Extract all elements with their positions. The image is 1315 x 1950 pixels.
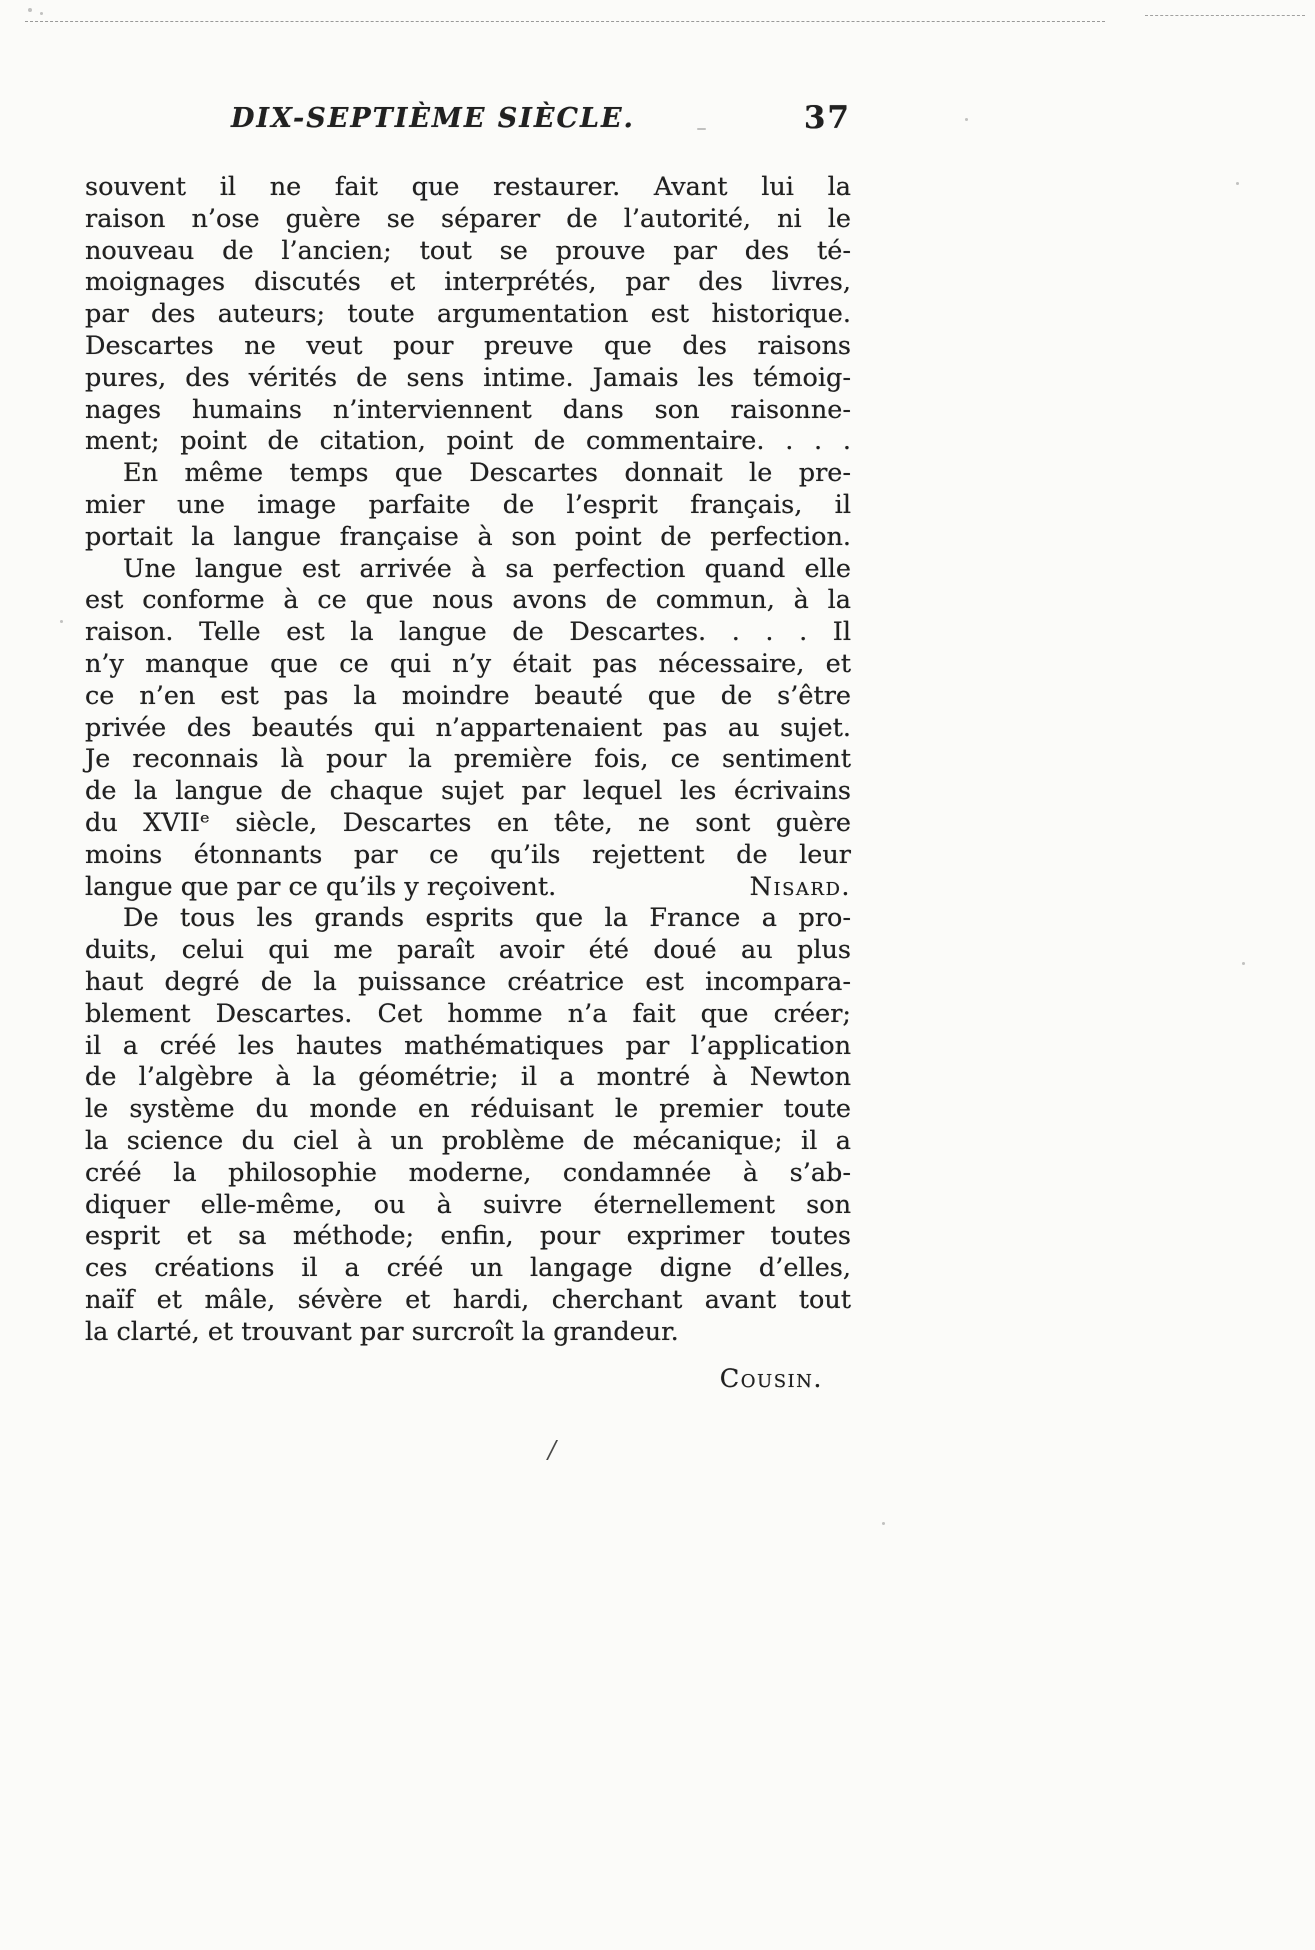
text-line: souvent il ne fait que restaurer. Avant lui la bbox=[85, 172, 851, 202]
text-line: ce n’en est pas la moindre beauté que de s’être bbox=[85, 680, 851, 711]
page-header bbox=[85, 100, 851, 145]
text-line: n’y manque que ce qui n’y était pas nécessaire, et bbox=[85, 648, 851, 679]
text-line: est conforme à ce que nous avons de commun, à la bbox=[85, 585, 851, 616]
page-title: DIX-SEPTIÈME SIÈCLE. bbox=[231, 103, 635, 134]
scan-speckle bbox=[40, 12, 43, 15]
paragraph bbox=[85, 554, 851, 904]
text-line: De tous les grands esprits que la France a pro- bbox=[123, 903, 851, 934]
text-line: esprit et sa méthode; enfin, pour exprimer toutes bbox=[85, 1221, 851, 1252]
scan-speckle bbox=[882, 1522, 885, 1525]
text-line: duits, celui qui me paraît avoir été doué au plus bbox=[85, 935, 851, 966]
text-line: pures, des vérités de sens intime. Jamais les témoig- bbox=[85, 362, 851, 393]
attribution-line bbox=[85, 1364, 851, 1396]
text-line: moins étonnants par ce qu’ils rejettent de leur bbox=[85, 839, 851, 870]
text-line: créé la philosophie moderne, condamnée à s’ab- bbox=[85, 1157, 851, 1188]
text-line: de l’algèbre à la géométrie; il a montré à Newton bbox=[85, 1062, 851, 1093]
scan-speckle bbox=[965, 118, 968, 121]
text-line: diquer elle-même, ou à suivre éternellement son bbox=[85, 1189, 851, 1220]
text-line: haut degré de la puissance créatrice est incompara- bbox=[85, 966, 851, 997]
text-line: Une langue est arrivée à sa perfection quand elle bbox=[123, 553, 851, 584]
text-line: En même temps que Descartes donnait le pre- bbox=[123, 458, 851, 489]
text-line: de la langue de chaque sujet par lequel les écrivains bbox=[85, 776, 851, 807]
text-line: Descartes ne veut pour preuve que des raisons bbox=[85, 330, 851, 361]
paragraph bbox=[85, 172, 851, 458]
text-line: Je reconnais là pour la première fois, ce sentiment bbox=[85, 744, 851, 775]
text-line: ces créations il a créé un langage digne d’elles, bbox=[85, 1253, 851, 1284]
text-line: moignages discutés et interprétés, par des livres, bbox=[85, 267, 851, 298]
text-line: ment; point de citation, point de commentaire. . . . bbox=[85, 426, 851, 457]
text-line: portait la langue française à son point de perfection. bbox=[85, 521, 851, 552]
scan-artifact-dashed-line bbox=[25, 21, 1105, 22]
scan-speckle bbox=[60, 620, 63, 623]
text-line: blement Descartes. Cet homme n’a fait que créer; bbox=[85, 998, 851, 1029]
text-line: raison. Telle est la langue de Descartes. . . . Il bbox=[85, 617, 851, 648]
paragraph bbox=[85, 458, 851, 553]
scan-speckle bbox=[1242, 962, 1245, 965]
text-line: nouveau de l’ancien; tout se prouve par des té- bbox=[85, 235, 851, 266]
text-line: naïf et mâle, sévère et hardi, cherchant avant tout bbox=[85, 1284, 851, 1315]
text-line: privée des beautés qui n’appartenaient pas au sujet. bbox=[85, 712, 851, 743]
text-line: il a créé les hautes mathématiques par l’application bbox=[85, 1030, 851, 1061]
text-line: le système du monde en réduisant le premier toute bbox=[85, 1094, 851, 1125]
text-line: nages humains n’interviennent dans son raisonne- bbox=[85, 394, 851, 425]
text-line: la science du ciel à un problème de mécanique; il a bbox=[85, 1125, 851, 1156]
text-line: la clarté, et trouvant par surcroît la grandeur. bbox=[85, 1316, 679, 1347]
text-line-fragment: langue que par ce qu’ils y reçoivent. bbox=[85, 871, 557, 902]
scan-speckle bbox=[28, 8, 32, 12]
page-number: 37 bbox=[803, 100, 851, 136]
text-line: raison n’ose guère se séparer de l’autorité, ni le bbox=[85, 203, 851, 234]
attribution: Nisard. bbox=[749, 871, 851, 902]
scan-artifact-slash: / bbox=[548, 1436, 557, 1464]
scan-artifact-dashed-line bbox=[1145, 15, 1305, 16]
paragraph bbox=[85, 903, 851, 1396]
scan-speckle bbox=[1236, 182, 1239, 185]
text-column bbox=[85, 172, 851, 1396]
text-line bbox=[85, 872, 851, 904]
text-line: mier une image parfaite de l’esprit français, il bbox=[85, 489, 851, 520]
text-line: par des auteurs; toute argumentation est historique. bbox=[85, 299, 851, 330]
text-line: du XVIIᵉ siècle, Descartes en tête, ne sont guère bbox=[85, 807, 851, 838]
attribution: Cousin. bbox=[719, 1364, 823, 1395]
